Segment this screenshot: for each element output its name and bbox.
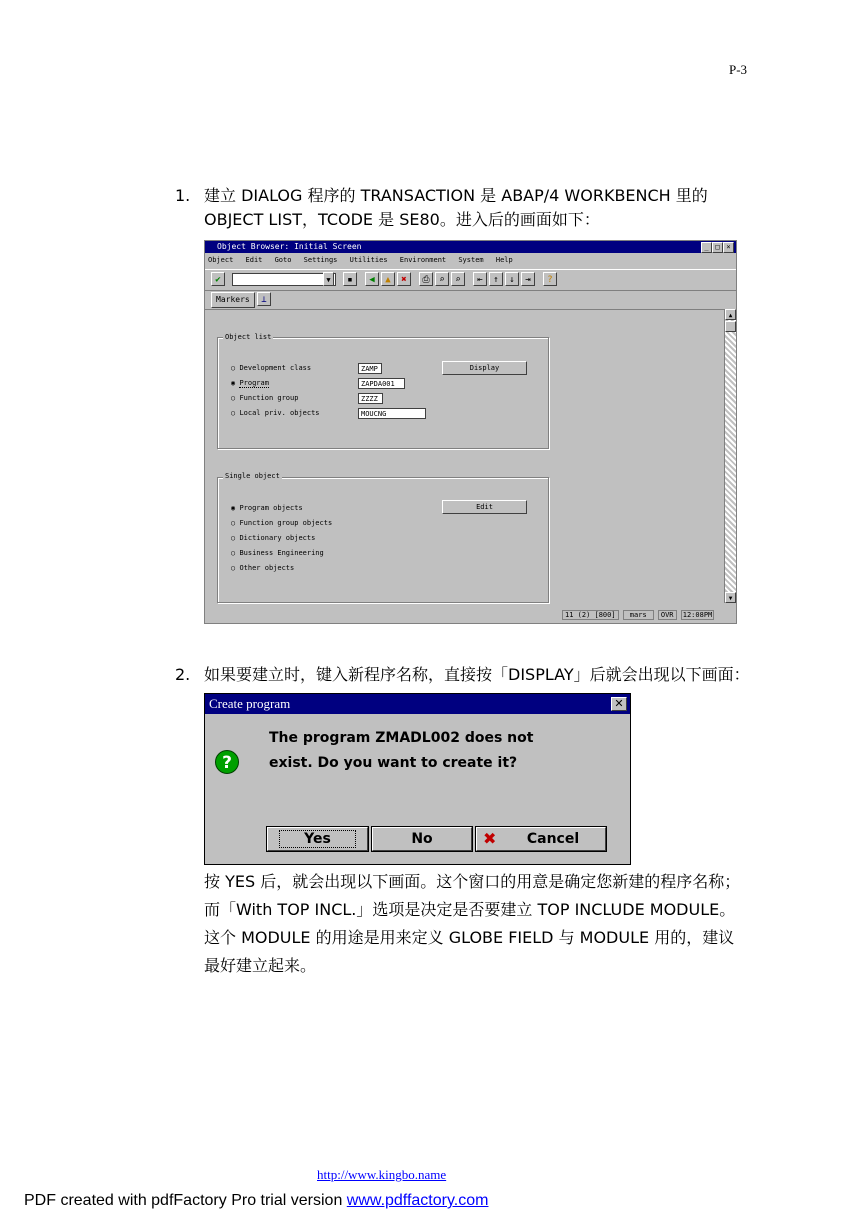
- sap-application-toolbar: [205, 289, 736, 310]
- radio-circle-icon: ○: [231, 549, 236, 557]
- find-next-icon[interactable]: ⌕: [451, 272, 465, 286]
- first-page-icon[interactable]: ⇤: [473, 272, 487, 286]
- close-icon[interactable]: ×: [723, 242, 734, 253]
- menu-help[interactable]: Help: [495, 256, 513, 264]
- explanation-line-2: 而「With TOP INCL.」选项是决定是否要建立 TOP INCLUDE MODULE。: [204, 900, 736, 919]
- radio-business-engineering[interactable]: ○ Business Engineering: [231, 549, 324, 557]
- scroll-thumb[interactable]: [725, 321, 736, 332]
- footer-url-link[interactable]: http://www.kingbo.name: [317, 1167, 447, 1182]
- maximize-icon[interactable]: □: [712, 242, 723, 253]
- menu-settings[interactable]: Settings: [303, 256, 338, 264]
- radio-circle-icon: ○: [231, 409, 236, 417]
- radio-program-objects[interactable]: ◉ Program objects: [231, 504, 303, 512]
- radio-function-group[interactable]: ○ Function group: [231, 394, 299, 402]
- status-server: mars: [623, 610, 654, 620]
- create-program-dialog: [204, 693, 631, 865]
- dialog-title-bar: [205, 694, 630, 714]
- radio-function-group-objects[interactable]: ○ Function group objects: [231, 519, 333, 527]
- cancel-x-icon[interactable]: ✖: [397, 272, 411, 286]
- find-icon[interactable]: ⌕: [435, 272, 449, 286]
- explanation-line-4: 最好建立起来。: [204, 956, 317, 975]
- edit-button[interactable]: Edit: [442, 500, 527, 514]
- menu-goto[interactable]: Goto: [274, 256, 292, 264]
- back-arrow-icon[interactable]: ◀: [365, 272, 379, 286]
- status-session: 11 (2) [800]: [562, 610, 619, 620]
- enter-check-icon[interactable]: ✔: [211, 272, 225, 286]
- menu-system[interactable]: System: [458, 256, 484, 264]
- step-2-line-1: 如果要建立时，键入新程序名称，直接按「DISPLAY」后就会出现以下画面：: [204, 665, 750, 684]
- command-field[interactable]: [232, 273, 336, 286]
- save-icon[interactable]: ▪: [343, 272, 357, 286]
- radio-circle-icon: ○: [231, 519, 236, 527]
- menu-object[interactable]: Object: [208, 256, 234, 264]
- single-object-group-label: Single object: [225, 472, 280, 480]
- scroll-down-icon[interactable]: ▼: [725, 592, 736, 603]
- no-button[interactable]: No: [372, 827, 472, 851]
- step-1-number: 1.: [175, 186, 191, 205]
- step-2-number: 2.: [175, 665, 191, 684]
- exit-icon[interactable]: ▲: [381, 272, 395, 286]
- scroll-up-icon[interactable]: ▲: [725, 309, 736, 320]
- radio-circle-icon: ○: [231, 364, 236, 372]
- radio-local-priv-objects[interactable]: ○ Local priv. objects: [231, 409, 320, 417]
- radio-circle-icon: ○: [231, 394, 236, 402]
- status-time: 12:08PM: [682, 611, 713, 619]
- radio-selected-icon: ◉: [231, 504, 236, 512]
- minimize-icon[interactable]: _: [701, 242, 712, 253]
- menu-environment[interactable]: Environment: [399, 256, 447, 264]
- status-bar: [562, 609, 736, 622]
- page-number: P-3: [729, 62, 748, 77]
- radio-selected-icon: ◉: [231, 379, 236, 387]
- last-page-icon[interactable]: ⇥: [521, 272, 535, 286]
- menu-edit[interactable]: Edit: [245, 256, 263, 264]
- dialog-title: Create program: [209, 696, 291, 711]
- sap-menu-bar: [205, 253, 736, 267]
- yes-button[interactable]: Yes: [267, 827, 368, 851]
- program-field[interactable]: ZAPDA001: [358, 378, 405, 389]
- sap-object-browser-window: [204, 240, 737, 624]
- object-list-group-label: Object list: [225, 333, 272, 341]
- command-dropdown-icon[interactable]: ▼: [323, 272, 334, 286]
- radio-circle-icon: ○: [231, 534, 236, 542]
- pdffactory-link[interactable]: www.pdffactory.com: [346, 1192, 489, 1209]
- question-icon: ?: [215, 750, 239, 774]
- help-icon[interactable]: ?: [543, 272, 557, 286]
- local-objects-field[interactable]: MOUCNG: [358, 408, 426, 419]
- dialog-close-icon[interactable]: ✕: [611, 697, 627, 711]
- menu-utilities[interactable]: Utilities: [349, 256, 388, 264]
- step-1-line-1: 建立 DIALOG 程序的 TRANSACTION 是 ABAP/4 WORKBENCH 里的: [204, 186, 708, 205]
- radio-circle-icon: ○: [231, 564, 236, 572]
- sap-title-bar: [205, 241, 736, 253]
- print-icon[interactable]: ⎙: [419, 272, 433, 286]
- previous-page-icon[interactable]: ↑: [489, 272, 503, 286]
- other-object-icon[interactable]: ⊥: [257, 292, 271, 306]
- vertical-scrollbar[interactable]: [724, 309, 736, 603]
- next-page-icon[interactable]: ↓: [505, 272, 519, 286]
- explanation-line-1: 按 YES 后，就会出现以下画面。这个窗口的用意是确定您新建的程序名称；: [204, 872, 741, 891]
- development-class-field[interactable]: ZAMP: [358, 363, 382, 374]
- dialog-message-line-1: The program ZMADL002 does not: [269, 730, 534, 746]
- status-mode: OVR: [658, 610, 677, 620]
- radio-dictionary-objects[interactable]: ○ Dictionary objects: [231, 534, 316, 542]
- radio-development-class[interactable]: ○ Development class: [231, 364, 312, 372]
- display-button[interactable]: Display: [442, 361, 527, 375]
- radio-other-objects[interactable]: ○ Other objects: [231, 564, 295, 572]
- step-1-line-2: OBJECT LIST，TCODE 是 SE80。进入后的画面如下：: [204, 210, 600, 229]
- pdf-notice: [24, 1192, 488, 1210]
- pdf-notice-text: PDF created with pdfFactory Pro trial version: [24, 1192, 347, 1209]
- radio-program[interactable]: ◉ Program: [231, 379, 269, 387]
- dialog-message-line-2: exist. Do you want to create it?: [269, 755, 518, 771]
- function-group-field[interactable]: ZZZZ: [358, 393, 383, 404]
- explanation-line-3: 这个 MODULE 的用途是用来定义 GLOBE FIELD 与 MODULE 用的，建议: [204, 928, 735, 947]
- markers-button[interactable]: Markers: [211, 292, 255, 308]
- cancel-x-icon: ✖: [483, 829, 497, 848]
- cancel-button[interactable]: ✖ Cancel: [476, 827, 606, 851]
- sap-window-title: Object Browser: Initial Screen: [217, 242, 362, 251]
